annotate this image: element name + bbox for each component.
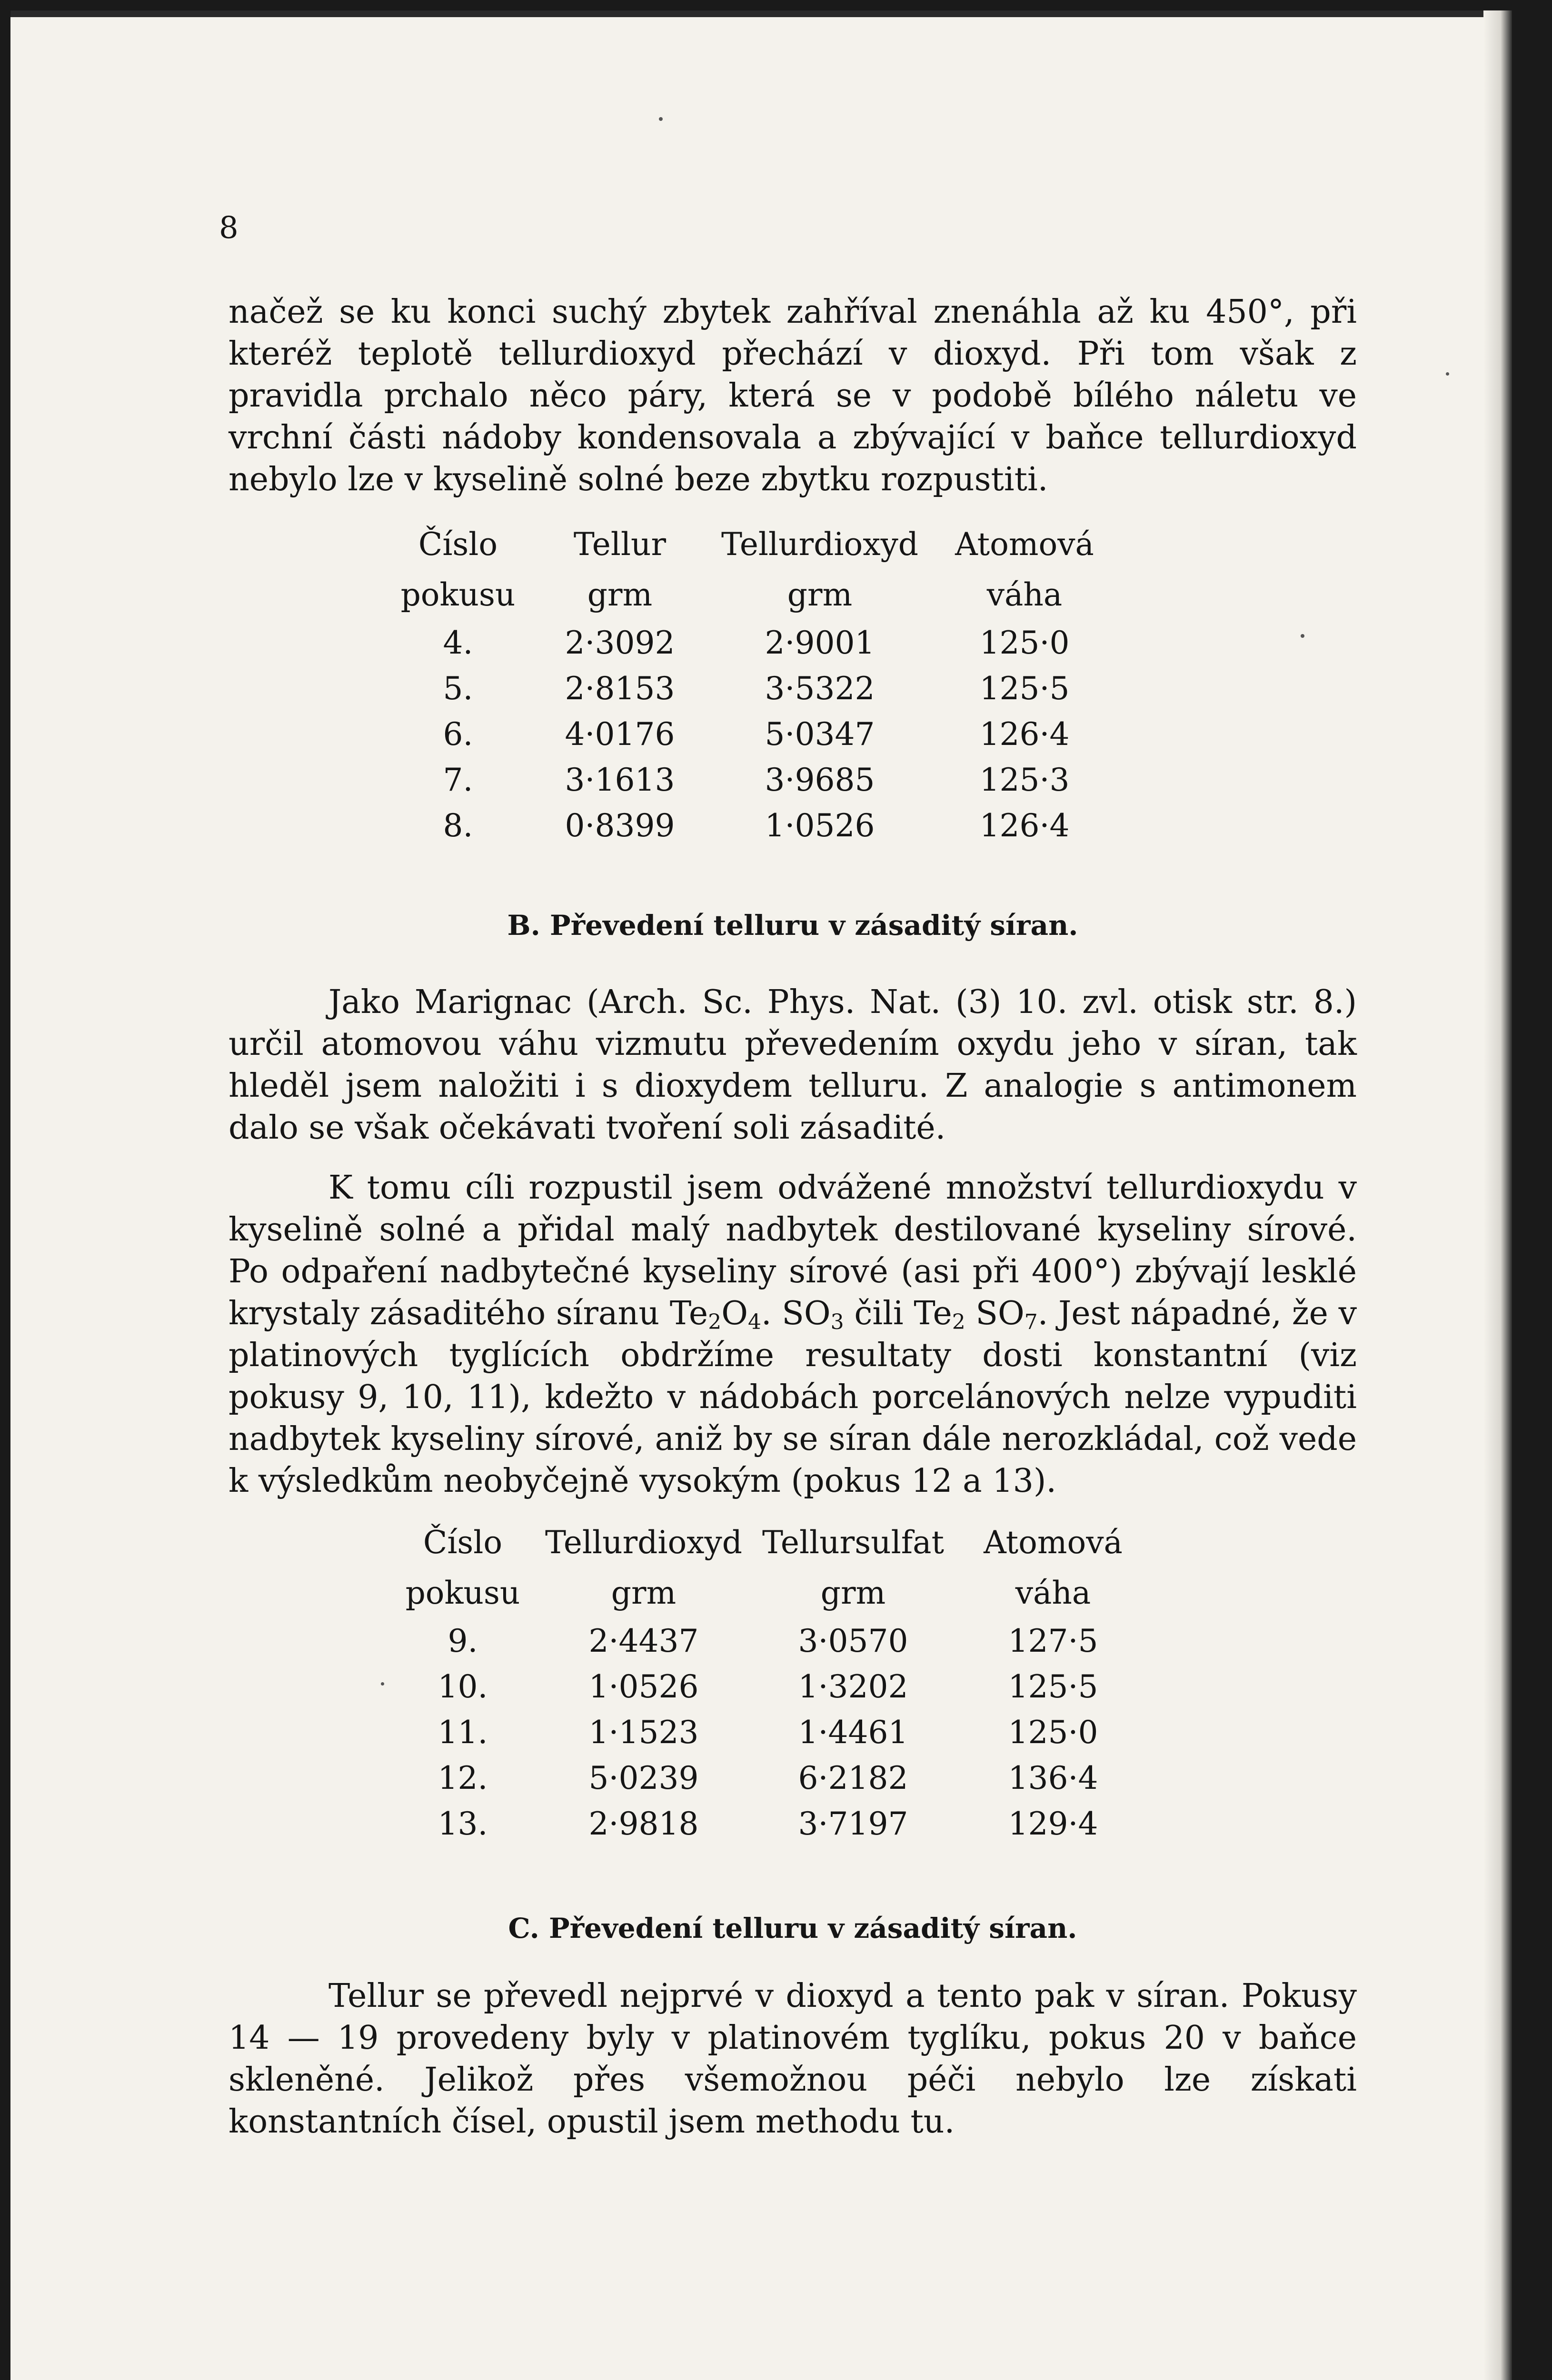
table-cell: 11. bbox=[438, 1714, 488, 1751]
table-cell: 125·0 bbox=[979, 624, 1070, 661]
table-cell: 136·4 bbox=[1008, 1759, 1098, 1796]
table-cell: 3·7197 bbox=[798, 1805, 908, 1842]
text-run: K tomu cíli rozpustil jsem odvážené množství tellurdioxydu v kyselině solné a přidal malý nadbytek destilované kyseliny sírové. Po odpaření nadbytečné kyseliny sírové (asi při 400°) zbývají lesklé krystaly zásaditého síranu Te bbox=[229, 1169, 1357, 1332]
subscript: 2 bbox=[708, 1310, 722, 1334]
paragraph-method-c: Tellur se převedl nejprvé v dioxyd a tento pak v síran. Pokusy 14 — 19 provedeny byly v platinovém tyglíku, pokus 20 v baňce skleněné. Jelikož přes všemožnou péči nebylo lze získati konstantních čísel, opustil jsem methodu tu. bbox=[229, 1977, 1357, 2141]
table-cell: 125·0 bbox=[1008, 1714, 1098, 1751]
subscript: 2 bbox=[952, 1310, 965, 1334]
table-cell: 1·4461 bbox=[798, 1714, 908, 1751]
table-cell: 125·5 bbox=[1008, 1668, 1098, 1705]
table-cell: 2·9001 bbox=[765, 624, 875, 661]
table-cell: 2·3092 bbox=[565, 624, 675, 661]
table-cell: 125·3 bbox=[979, 761, 1070, 798]
table-cell: 126·4 bbox=[979, 715, 1070, 753]
table-cell: 5·0347 bbox=[765, 715, 875, 753]
table-header-cell: pokusu bbox=[400, 576, 516, 613]
table-header-cell: pokusu bbox=[405, 1574, 520, 1611]
section-heading-b: B. Převedení telluru v zásaditý síran. bbox=[507, 909, 1078, 942]
table-header-row bbox=[391, 1567, 1153, 1618]
table-cell: 7. bbox=[443, 761, 473, 798]
table-cell: 13. bbox=[438, 1805, 488, 1842]
subscript: 4 bbox=[747, 1310, 761, 1334]
book-page bbox=[10, 10, 1512, 2380]
table-header-row bbox=[391, 1517, 1153, 1567]
scan-border-top bbox=[10, 10, 1512, 17]
table-row bbox=[387, 620, 1120, 665]
table-cell: 6. bbox=[443, 715, 473, 753]
table-header-cell: grm bbox=[787, 576, 853, 613]
table-cell: 129·4 bbox=[1008, 1805, 1098, 1842]
table-header-cell: Tellur bbox=[573, 526, 667, 563]
table-header-cell: váha bbox=[986, 576, 1063, 613]
table-row bbox=[387, 757, 1120, 803]
table-header-cell: Číslo bbox=[418, 526, 498, 563]
table-header-cell: Tellurdioxyd bbox=[721, 526, 919, 563]
table-cell: 126·4 bbox=[979, 807, 1070, 844]
subscript: 7 bbox=[1024, 1310, 1038, 1334]
table-header-cell: Atomová bbox=[984, 1524, 1123, 1561]
scan-speck bbox=[1446, 372, 1449, 376]
scan-speck bbox=[381, 1682, 384, 1686]
table-cell: 3·0570 bbox=[798, 1622, 908, 1659]
results-table-2 bbox=[391, 1517, 1153, 1846]
table-header-cell: váha bbox=[1015, 1574, 1091, 1611]
table-row bbox=[387, 711, 1120, 757]
paragraph-procedure bbox=[229, 1167, 1357, 1502]
text-run: čili Te bbox=[844, 1295, 952, 1332]
paragraph-continuation: načež se ku konci suchý zbytek zahříval znenáhla až ku 450°, při kteréž teplotě tellurdioxyd přechází v dioxyd. Při tom však z pravidla prchalo něco páry, která se v podobě bílého náletu ve vrchní části nádoby kondensovala a zbývající v baňce tellurdioxyd nebylo lze v kyselině solné beze zbytku rozpustiti. bbox=[229, 293, 1357, 498]
table-row bbox=[391, 1618, 1153, 1664]
table-cell: 1·1523 bbox=[588, 1714, 699, 1751]
table-cell: 1·3202 bbox=[798, 1668, 908, 1705]
table-cell: 3·5322 bbox=[765, 670, 875, 707]
scan-border-right bbox=[1483, 10, 1512, 2380]
scan-speck bbox=[659, 117, 663, 121]
table-cell: 1·0526 bbox=[765, 807, 875, 844]
table-header-cell: grm bbox=[611, 1574, 677, 1611]
section-heading-c: C. Převedení telluru v zásaditý síran. bbox=[508, 1912, 1077, 1944]
table-cell: 4·0176 bbox=[565, 715, 675, 753]
scan-speck bbox=[1301, 634, 1304, 638]
table-header-row bbox=[387, 519, 1120, 569]
table-cell: 12. bbox=[438, 1759, 488, 1796]
table-cell: 2·4437 bbox=[588, 1622, 699, 1659]
table-header-cell: Tellursulfat bbox=[762, 1524, 944, 1561]
table-cell: 3·9685 bbox=[765, 761, 875, 798]
table-cell: 6·2182 bbox=[798, 1759, 908, 1796]
table-header-row bbox=[387, 569, 1120, 620]
table-cell: 3·1613 bbox=[565, 761, 675, 798]
table-header-cell: grm bbox=[587, 576, 653, 613]
subscript: 3 bbox=[830, 1310, 844, 1334]
table-row bbox=[391, 1664, 1153, 1709]
table-cell: 8. bbox=[443, 807, 473, 844]
table-cell: 0·8399 bbox=[565, 807, 675, 844]
table-cell: 125·5 bbox=[979, 670, 1070, 707]
table-row bbox=[391, 1709, 1153, 1755]
table-header-cell: grm bbox=[820, 1574, 886, 1611]
text-run: . Jest nápadné, že v platinových tyglících obdržíme resultaty dosti konstantní (viz pokusy 9, 10, 11), kdežto v nádobách porcelánových nelze vypuditi nadbytek kyseliny sírové, aniž by se síran dále nerozkládal, což vede k výsledkům neobyčejně vysokým (pokus 12 a 13). bbox=[229, 1295, 1357, 1500]
table-row bbox=[387, 665, 1120, 711]
page-number: 8 bbox=[219, 210, 239, 246]
table-header-cell: Číslo bbox=[423, 1524, 503, 1561]
paragraph-marignac: Jako Marignac (Arch. Sc. Phys. Nat. (3) 10. zvl. otisk str. 8.) určil atomovou váhu vizmutu převedením oxydu jeho v síran, tak hleděl jsem naložiti i s dioxydem telluru. Z analogie s antimonem dalo se však očekávati tvoření soli zásadité. bbox=[229, 983, 1357, 1147]
table-row bbox=[391, 1755, 1153, 1801]
table-cell: 2·9818 bbox=[588, 1805, 699, 1842]
text-run: . SO bbox=[761, 1295, 831, 1332]
results-table-1 bbox=[387, 519, 1120, 848]
table-cell: 4. bbox=[443, 624, 473, 661]
table-cell: 9. bbox=[448, 1622, 478, 1659]
table-cell: 5·0239 bbox=[588, 1759, 699, 1796]
table-header-cell: Atomová bbox=[955, 526, 1094, 563]
table-cell: 2·8153 bbox=[565, 670, 675, 707]
table-row bbox=[391, 1801, 1153, 1846]
table-cell: 1·0526 bbox=[588, 1668, 699, 1705]
table-row bbox=[387, 803, 1120, 848]
table-cell: 10. bbox=[438, 1668, 488, 1705]
table-cell: 5. bbox=[443, 670, 473, 707]
text-run: O bbox=[721, 1295, 748, 1332]
table-cell: 127·5 bbox=[1008, 1622, 1098, 1659]
text-run: SO bbox=[965, 1295, 1025, 1332]
table-header-cell: Tellurdioxyd bbox=[545, 1524, 743, 1561]
